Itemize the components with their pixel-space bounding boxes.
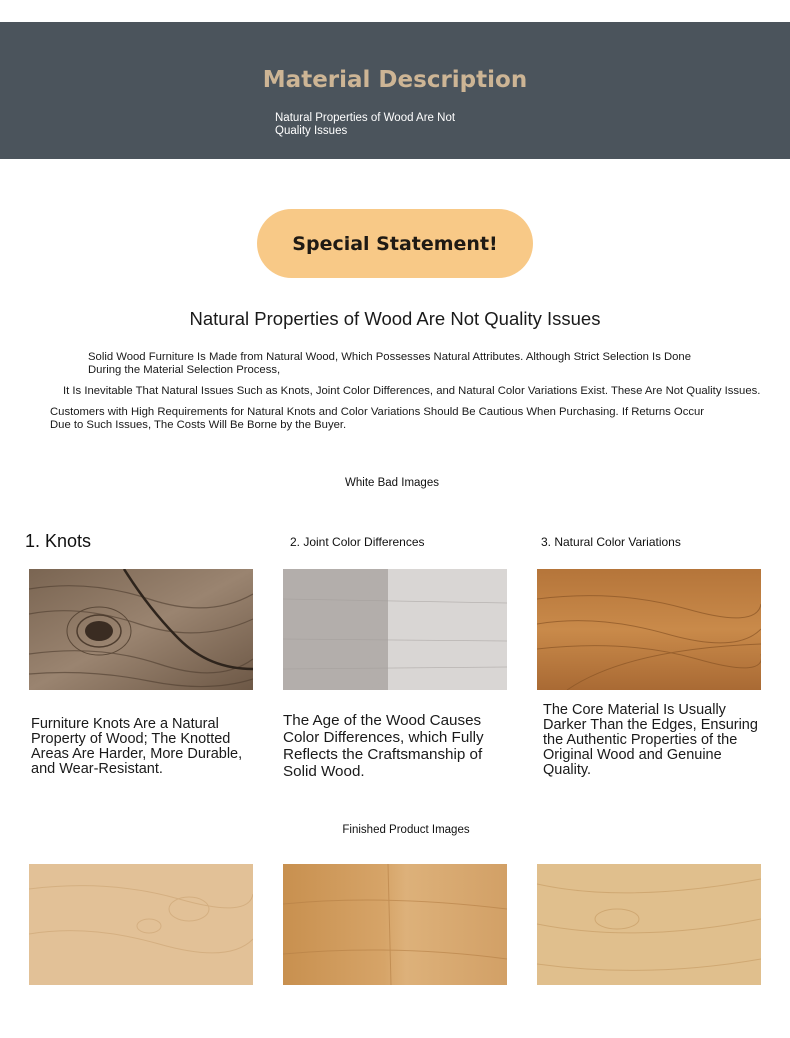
header-subtitle: Natural Properties of Wood Are Not Quality Issues xyxy=(275,112,456,137)
header-banner xyxy=(0,22,790,159)
joint-color-wood-image xyxy=(283,569,507,690)
section-heading: Natural Properties of Wood Are Not Quality Issues xyxy=(189,308,601,329)
knot-wood-image xyxy=(29,569,253,690)
statement-paragraph-1: Solid Wood Furniture Is Made from Natural Wood, Which Possesses Natural Attributes. Although Strict Selection Is Done During the Material Selection Process, xyxy=(88,351,691,376)
column-title-joint-color: 2. Joint Color Differences xyxy=(290,535,425,549)
joint-color-description: The Age of the Wood Causes Color Differences, which Fully Reflects the Craftsmanship of Solid Wood. xyxy=(283,712,484,780)
header-title: Material Description xyxy=(262,67,528,93)
column-title-natural-color: 3. Natural Color Variations xyxy=(541,535,681,549)
statement-paragraph-2: It Is Inevitable That Natural Issues Such as Knots, Joint Color Differences, and Natural Color Variations Exist. These Are Not Quality Issues. xyxy=(63,385,761,397)
white-bad-images-label: White Bad Images xyxy=(345,477,439,489)
natural-color-description: The Core Material Is Usually Darker Than the Edges, Ensuring the Authentic Properties of the Original Wood and Genuine Quality. xyxy=(543,702,758,778)
column-title-knots: 1. Knots xyxy=(25,531,92,551)
finished-product-image-1 xyxy=(29,864,253,985)
finished-product-images-label: Finished Product Images xyxy=(342,824,470,836)
special-statement-label: Special Statement! xyxy=(257,233,533,255)
special-statement-badge xyxy=(257,209,533,278)
finished-product-image-3 xyxy=(537,864,761,985)
finished-product-image-2 xyxy=(283,864,507,985)
statement-paragraph-3: Customers with High Requirements for Natural Knots and Color Variations Should Be Cautious When Purchasing. If Returns Occur Due to Such Issues, The Costs Will Be Borne by the Buyer. xyxy=(50,406,705,431)
natural-color-wood-image xyxy=(537,569,761,690)
knots-description: Furniture Knots Are a Natural Property of Wood; The Knotted Areas Are Harder, More Durable, and Wear-Resistant. xyxy=(31,716,243,777)
